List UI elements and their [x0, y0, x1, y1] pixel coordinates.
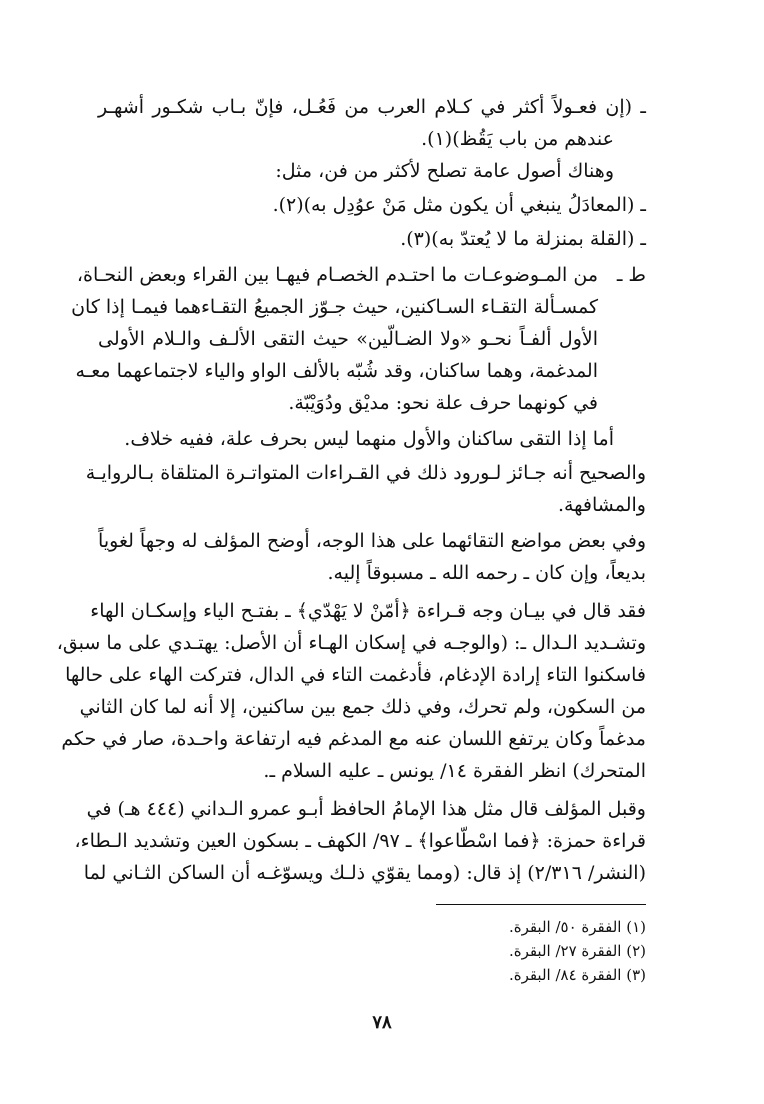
- text-line: الأول ألفـاً نحـو «ولا الضـالّين» حيث التقى الألـف والـلام الأولى: [98, 328, 598, 350]
- footnote: (٢) الفقرة ٢٧/ البقرة.: [508, 942, 646, 960]
- text-line: ـ (إن فعـولاً أكثر في كـلام العرب من فَعُـل، فإنّ بـاب شكـور أشهـر: [98, 96, 646, 118]
- text-line: وتشـديد الـدال ـ: (والوجـه في إسكان الهـاء أن الأصل: يهتـدي على ما سبق،: [56, 632, 646, 654]
- text-line: والمشافهة.: [557, 494, 646, 516]
- text-line: وفي بعض مواضع التقائهما على هذا الوجه، أوضح المؤلف له وجهاً لغوياً: [98, 530, 646, 552]
- text-line: والصحيح أنه جـائز لـورود ذلك في القـراءات المتواتـرة المتلقاة بـالروايـة: [85, 462, 646, 484]
- text-line: أما إذا التقى ساكنان والأول منهما ليس بحرف علة، ففيه خلاف.: [124, 428, 614, 450]
- footnote: (٣) الفقرة ٨٤/ البقرة.: [508, 966, 646, 984]
- text-line: (النشر/ ٢/٣١٦) إذ قال: (ومما يقوّي ذلـك ويسوّغـه أن الساكن الثـاني لما: [83, 862, 646, 884]
- text-line: المدغمة، وهما ساكنان، وقد شُبّه بالألف الواو والياء لاجتماعهما معـه: [75, 360, 598, 382]
- text-line: بديعاً، وإن كان ـ رحمه الله ـ مسبوقاً إليه.: [327, 562, 646, 584]
- text-line: فقد قال في بيـان وجه قـراءة ﴿أمّنْ لا يَهْدّي﴾ ـ بفتـح الياء وإسكـان الهاء: [90, 600, 646, 622]
- text-line: من المـوضوعـات ما احتـدم الخصـام فيهـا بين القراء وبعض النحـاة،: [76, 264, 598, 286]
- text-line: ـ (القلة بمنزلة ما لا يُعتدّ به)(٣).: [400, 228, 646, 250]
- text-line: وقبل المؤلف قال مثل هذا الإمامُ الحافظ أبـو عمرو الـداني (٤٤٤ هـ) في: [86, 798, 646, 820]
- text-line: عندهم من باب يَقُظ)(١).: [421, 128, 614, 150]
- text-line: فاسكنوا التاء إرادة الإدغام، فأدغمت التاء في الدال، فتركت الهاء على حالها: [65, 664, 646, 686]
- section-marker: ط ـ: [616, 264, 646, 286]
- text-line: ـ (المعادَلُ ينبغي أن يكون مثل مَنْ عوُدِل به)(٢).: [272, 194, 646, 216]
- text-line: وهناك أصول عامة تصلح لأكثر من فن، مثل:: [275, 160, 614, 182]
- footnote-separator: [436, 904, 646, 905]
- text-line: كمسـألة التقـاء السـاكنين، حيث جـوّز الجميعُ التقـاءهما فيمـا إذا كان: [71, 296, 598, 318]
- text-line: المتحرك) انظر الفقرة ١٤/ يونس ـ عليه السلام ـ.: [263, 760, 646, 782]
- text-line: من السكون، ولم تحرك، وفي ذلك جمع بين ساكنين، إلا أنه لما كان الثاني: [79, 696, 646, 718]
- text-line: قراءة حمزة: ﴿فما اسْطّاعوا﴾ ـ ٩٧/ الكهف ـ بسكون العين وتشديد الـطاء،: [74, 830, 646, 852]
- footnote: (١) الفقرة ٥٠/ البقرة.: [508, 918, 646, 936]
- page-number: ٧٨: [372, 1012, 392, 1033]
- text-line: مدغماً وكان يرتفع اللسان عنه مع المدغم فيه ارتفاعة واحـدة، صار في حكم: [61, 728, 646, 750]
- text-line: في كونهما حرف علة نحو: مديْق ودُوَيْبّة.: [288, 392, 598, 414]
